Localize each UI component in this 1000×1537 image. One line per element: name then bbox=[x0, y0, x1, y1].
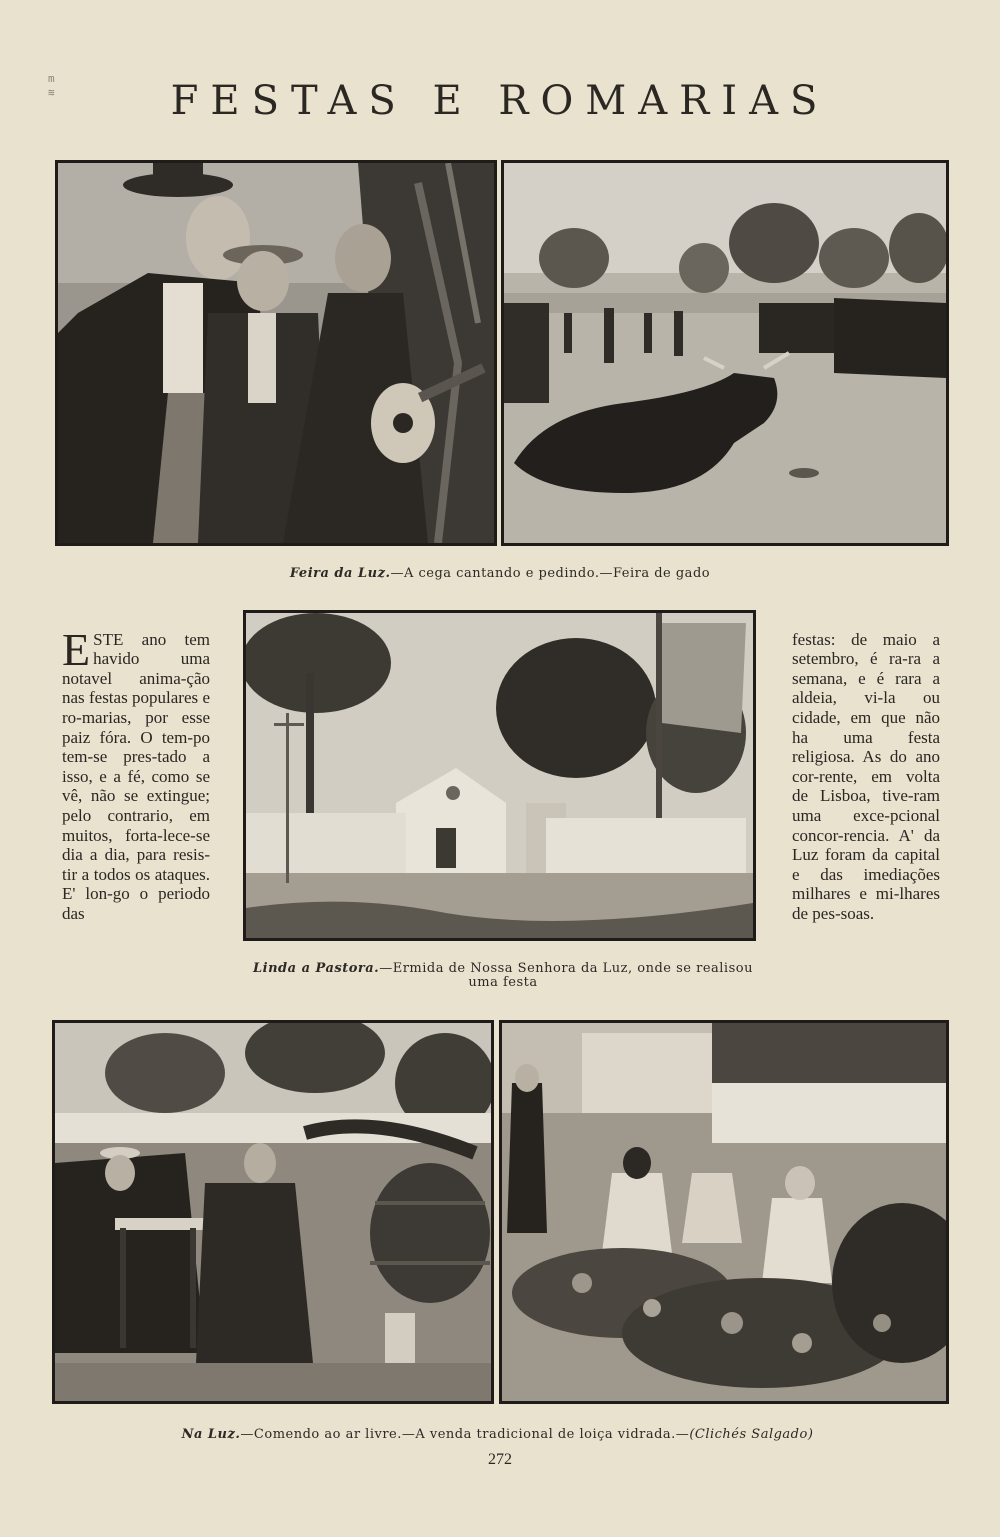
article-dropcap: E bbox=[62, 623, 91, 675]
caption-bottom-text: —Comendo ao ar livre.—A venda tradicional de loiça vidrada.— bbox=[240, 1427, 690, 1442]
article-right-text: festas: de maio a setembro, é ra-ra a semana, e é rara a aldeia, vi-la ou cidade, em que não ha uma festa religiosa. As do ano cor-rente, em volta de Lisboa, tive-ram uma exce-pcional concor-rencia. A' da Luz foram da capital e das imediações milhares e mi-lhares de pes-soas. bbox=[792, 629, 940, 923]
page-title: FESTAS E ROMARIAS bbox=[170, 78, 830, 124]
article-right-column bbox=[792, 610, 940, 924]
photo-cattle-fair bbox=[501, 160, 949, 546]
caption-middle bbox=[243, 962, 763, 990]
photo-blind-singer bbox=[55, 160, 497, 546]
caption-middle-text: —Ermida de Nossa Senhora da Luz, onde se realisou uma festa bbox=[379, 961, 753, 990]
caption-bottom-credit: (Clichés Salgado) bbox=[689, 1427, 814, 1442]
caption-middle-place: Linda a Pastora. bbox=[253, 961, 380, 976]
photo-eating-outdoors bbox=[52, 1020, 494, 1404]
photo-pottery-market bbox=[499, 1020, 949, 1404]
article-left-text: STE ano tem havido uma notavel anima-ção nas festas populares e ro-marias, por esse paiz fóra. O tem-po tem-se pres-tado a isso, e a fé, como se vê, não se extingue; pelo contrario, em muitos, forta-lece-se dia a dia, para resis-tir a todos os ataques. E' lon-go o periodo das bbox=[62, 629, 210, 923]
photo-chapel bbox=[243, 610, 756, 941]
caption-bottom-place: Na Luz. bbox=[181, 1427, 241, 1442]
article-left-column bbox=[62, 610, 210, 924]
caption-bottom bbox=[52, 1427, 943, 1442]
margin-marks: m ≋ bbox=[48, 72, 55, 99]
caption-top bbox=[55, 566, 945, 581]
caption-top-text: —A cega cantando e pedindo.—Feira de gado bbox=[390, 566, 711, 581]
caption-top-place: Feira da Luz. bbox=[289, 566, 391, 581]
page-number: 272 bbox=[488, 1451, 512, 1468]
